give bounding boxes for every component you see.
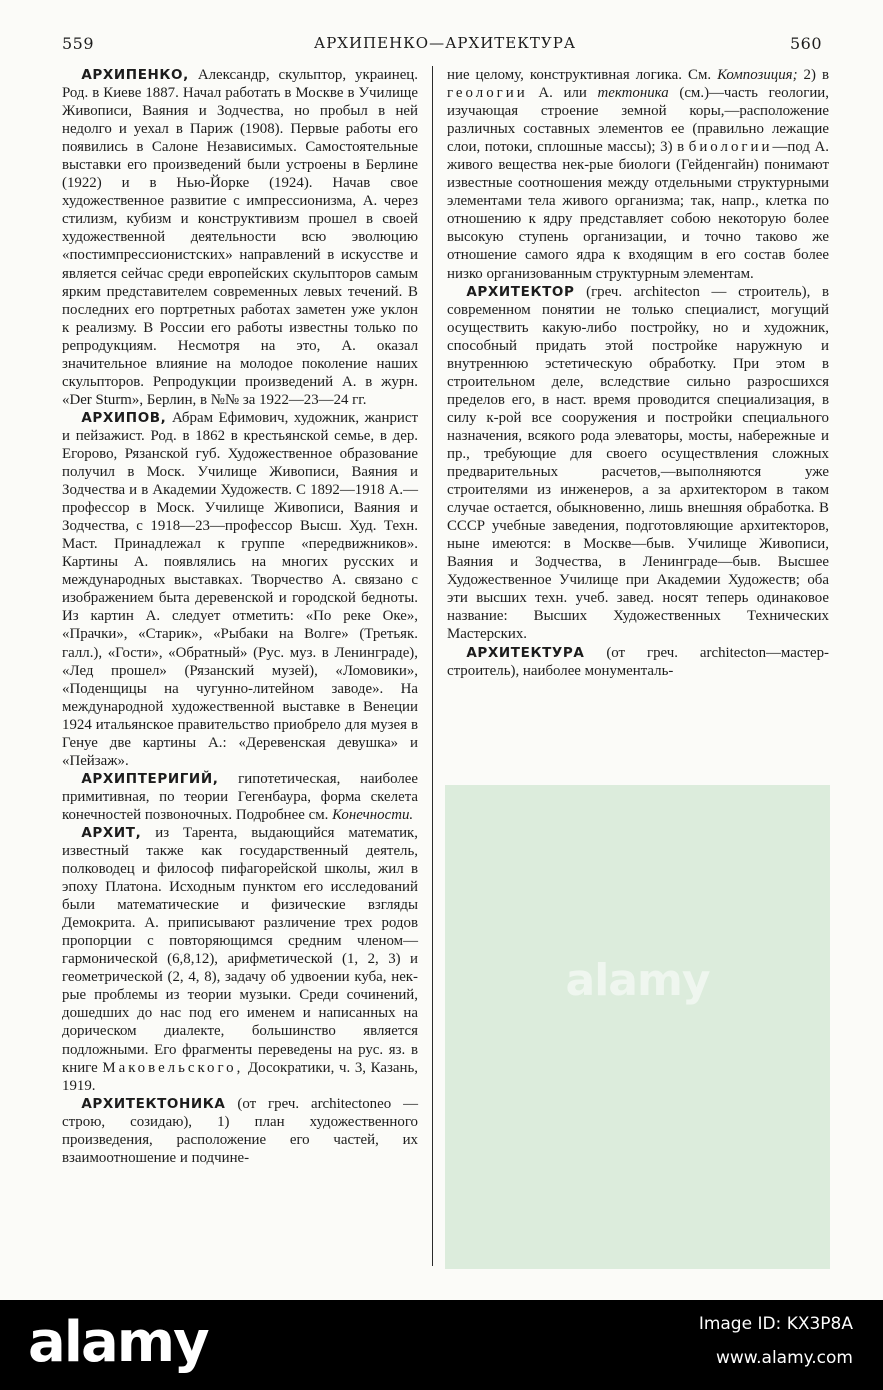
entry-tectonics — [62, 1095, 418, 1167]
headword: АРХИПТЕРИГИЙ, — [81, 770, 219, 787]
spaced-term: биологии — [688, 139, 773, 156]
entry-text: (от греч. architecton—мастер-строитель), наиболее монументаль- — [447, 644, 829, 679]
left-column — [62, 66, 418, 1167]
cross-reference: Конечности. — [332, 806, 414, 823]
spaced-term: геологии — [447, 85, 528, 102]
column-divider — [432, 66, 433, 1266]
entry-architect — [447, 283, 829, 644]
spaced-author: Маковельского, — [102, 1059, 244, 1076]
entry-text: А. или — [527, 85, 598, 102]
entry-architecture — [447, 644, 829, 680]
watermark: alamy — [565, 955, 710, 1006]
cross-reference: Композиция; — [717, 67, 798, 83]
headword: АРХИТ, — [81, 824, 142, 841]
entry-text: (от греч. architectoneo — строю, созидаю), 1) план художественного произведения, расположение его частей, их взаимоотношение и подчине- — [62, 1095, 418, 1166]
headword: АРХИТЕКТОНИКА — [81, 1095, 226, 1112]
entry-arkhipov — [62, 409, 418, 770]
right-column — [447, 66, 829, 680]
headword: АРХИПОВ, — [81, 409, 167, 426]
entry-text: ние целому, конструктивная логика. См. — [447, 67, 718, 83]
site-url: www.alamy.com — [715, 1348, 853, 1368]
entry-text-tail: Досократики, ч. 3, Казань, 1919. — [62, 1059, 418, 1094]
entry-text: 2) в — [797, 67, 829, 83]
headword: АРХИТЕКТОР — [466, 283, 575, 300]
headword: АРХИТЕКТУРА — [466, 644, 585, 661]
entry-text: (греч. architecton — строитель), в современном понятии не только специалист, могущий осуществить какую-либо постройку, но и художник, способный придать этой постройке наружную и внутреннюю эстетическую обработку. При этом в строительном деле, вследствие сильно разросшихся пределов его, в наст. время проводится специализация, в силу к-рой все сооружения и постройки специального назначения, всякого рода элеваторы, мосты, набережные и пр., требующие для своего осуществления сложных предварительных расчетов,—выполняются уже строителями из инженеров, а за архитектором в таком случае остается, обыкновенно, лишь внешняя обработка. В СССР учебные заведения, подготовляющие архитекторов, ныне имеются: в Москве—быв. Училище Живописи, Ваяния и Зодчества, в Ленинграде—быв. Высшее Художественное Училище при Академии Художеств; оба эти высших техн. учеб. завед. носят теперь одинаковое название: Высших Художественных Технических Мастерских. — [447, 283, 829, 643]
entry-text: (см.)—часть геологии, изучающая строение земной коры,—расположение различных составных элементов ее (правильно лежащие слои, потоки, сплошные массы); 3) в — [447, 85, 830, 156]
entry-arkhipterygium — [62, 770, 418, 824]
alamy-logo: alamy — [28, 1310, 208, 1375]
page-number-left: 559 — [62, 34, 95, 53]
entry-text: из Тарента, выдающийся математик, известный также как государственный деятель, полководец и философ пифагорейской школы, жил в эпоху Платона. Исходным пунктом его исследований были математические и физические взгляды Демокрита. А. приписывают различение трех родов пропорции с повторяющимся средним членом—гармонической (6,8,12), арифметической (1, 2, 3) и геометрической (2, 4, 8), задачу об удвоении куба, нек-рые проблемы из теории музыки. Среди сочинений, дошедших до нас под его именем и написанных на дорическом диалекте, большинство является подложными. Его фрагменты переведены на рус. яз. в книге — [62, 824, 418, 1076]
running-head: АРХИПЕНКО—АРХИТЕКТУРА — [313, 34, 577, 52]
entry-text: гипотетическая, наиболее примитивная, по теории Гегенбаура, форма скелета конечностей позвоночных. Подробнее см. — [62, 770, 418, 823]
page-number-right: 560 — [789, 34, 822, 53]
entry-text: Александр, скульптор, украинец. Род. в Киеве 1887. Начал работать в Москве в Училище Живописи, Ваяния и Зодчества, но пробыл в ней недолго и уехал в Париж (1908). Первые работы его появились в Салоне Независимых. Самостоятельные выставки его произведений были устроены в Берлине (1922) и в Нью-Йорке (1924). Начав свое художественное развитие с импрессионизма, А. через стилизм, кубизм и конструктивизм прошел в своей художественной деятельности всю эволюцию «постимпрессионистских» направлений в искусстве и является сейчас среди европейских скульпторов самым ярким представителем современных левых течений. В последних его портретных работах заметен уже уклон к реализму. В России его работы известны только по репродукциям. Несмотря на это, А. оказал значительное влияние на молодое поколение наших скульпторов. Репродукции произведений А. в журн. «Der Sturm», Берлин, в №№ за 1922—23—24 гг. — [62, 67, 418, 408]
entry-text: Абрам Ефимович, художник, жанрист и пейзажист. Род. в 1862 в крестьянской семье, в дер. Егорово, Рязанской губ. Художественное образование получил в Моск. Училище Живописи, Ваяния и Зодчества и в Академии Художеств. С 1892—1918 А.—профессор в Моск. Училище Живописи, Ваяния и Зодчества, с 1918—23—профессор Высш. Худ. Техн. Маст. Принадлежал к группе «передвижников». Картины А. появлялись на многих русских и международных выставках. Творчество А. связано с изображением быта деревенской и городской бедноты. Из картин А. следует отметить: «По реке Оке», «Прачки», «Старик», «Рыбаки на Волге» (Третьяк. галл.), «Гости», «Обратный» (Рус. муз. в Ленинграде), «Лед прошел» (Рязанский музей), «Ломовики», «Поденщицы на чугунно-литейном заводе». На международной художественной выставке в Венеции 1924 итальянское правительство приобрело для музея в Генуе две картины А.: «Деревенская девушка» и «Пейзаж». — [62, 409, 418, 769]
cross-reference: тектоника — [597, 85, 669, 102]
entry-archytas — [62, 824, 418, 1095]
headword: АРХИПЕНКО, — [81, 67, 189, 83]
entry-arkhipenko — [62, 66, 418, 409]
entry-tectonics-continued — [447, 66, 829, 283]
page-header — [60, 30, 830, 58]
entry-text: —под А. живого вещества нек-рые биологи (Гейденгайн) понимают известные соотношения между отдельными структурными элементами тела живого организма; так, напр., клетка по отношению к ядру представляет собою некоторую более высокую ступень организации, и точно таково же отношение самого ядра к входящим в его состав более низко организованным структурным элементам. — [447, 139, 829, 282]
stock-footer-bar — [0, 1300, 883, 1390]
image-id: Image ID: KX3P8A — [698, 1314, 853, 1334]
blank-image-area — [445, 785, 830, 1269]
